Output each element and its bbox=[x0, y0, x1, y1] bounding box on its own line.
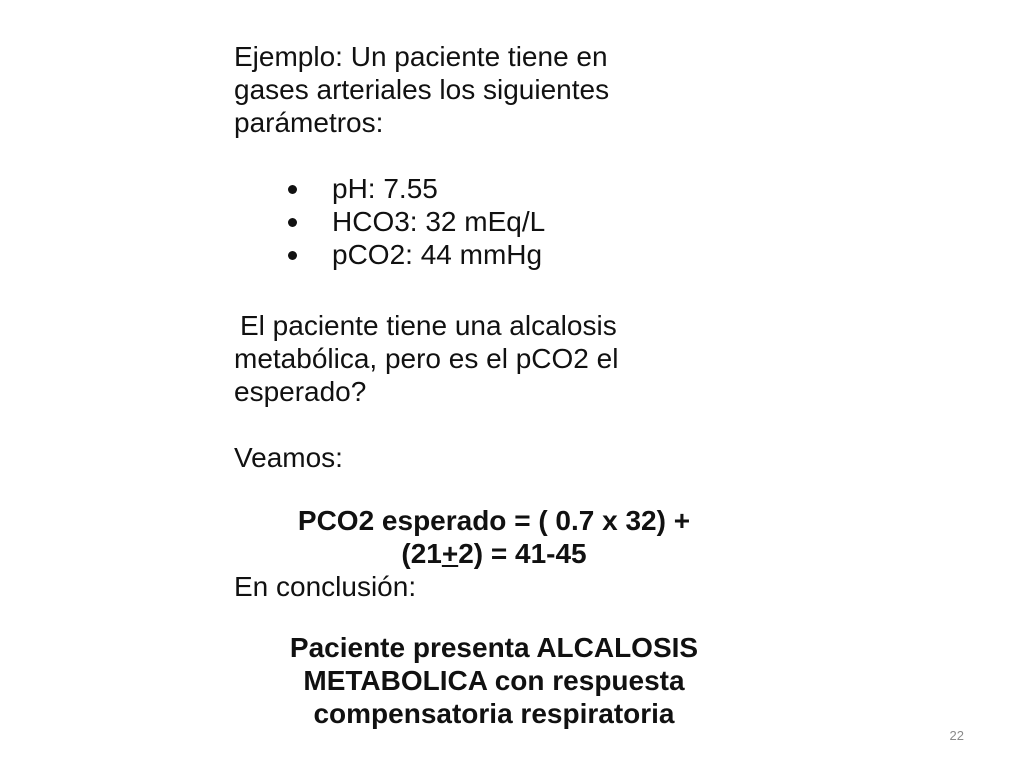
parameter-item-pco2 bbox=[234, 238, 794, 271]
parameter-text: pCO2: 44 mmHg bbox=[332, 239, 543, 270]
parameter-text: pH: 7.55 bbox=[332, 173, 438, 204]
conclusion-line: METABOLICA con respuesta bbox=[303, 665, 685, 696]
veamos-heading: Veamos: bbox=[234, 442, 343, 473]
slide-number: 22 bbox=[949, 728, 964, 743]
bullet-icon bbox=[288, 185, 297, 194]
conclusion-line: compensatoria respiratoria bbox=[313, 698, 675, 729]
intro-paragraph bbox=[234, 40, 794, 139]
intro-line: gases arteriales los siguientes bbox=[234, 74, 610, 105]
question-line: esperado? bbox=[234, 376, 367, 407]
formula-suffix: 2) = 41-45 bbox=[458, 538, 587, 569]
formula-line-1: PCO2 esperado = ( 0.7 x 32) + bbox=[297, 505, 691, 536]
question-paragraph bbox=[234, 309, 794, 408]
question-line: El paciente tiene una alcalosis bbox=[240, 310, 617, 341]
parameter-item-hco3 bbox=[234, 205, 794, 238]
plus-minus-sign: + bbox=[441, 538, 459, 569]
conclusion-block bbox=[214, 631, 774, 730]
formula-prefix: (21 bbox=[401, 538, 442, 569]
formula-line-2 bbox=[214, 537, 774, 570]
formula-block bbox=[214, 504, 774, 570]
parameter-list bbox=[234, 172, 794, 271]
question-line: metabólica, pero es el pCO2 el bbox=[234, 343, 619, 374]
slide-content bbox=[234, 40, 794, 730]
conclusion-heading: En conclusión: bbox=[234, 571, 417, 602]
conclusion-line: Paciente presenta ALCALOSIS bbox=[289, 632, 699, 663]
bullet-icon bbox=[288, 218, 297, 227]
intro-line: parámetros: bbox=[234, 107, 384, 138]
bullet-icon bbox=[288, 251, 297, 260]
intro-line: Ejemplo: Un paciente tiene en bbox=[234, 41, 608, 72]
parameter-item-ph bbox=[234, 172, 794, 205]
parameter-text: HCO3: 32 mEq/L bbox=[332, 206, 546, 237]
